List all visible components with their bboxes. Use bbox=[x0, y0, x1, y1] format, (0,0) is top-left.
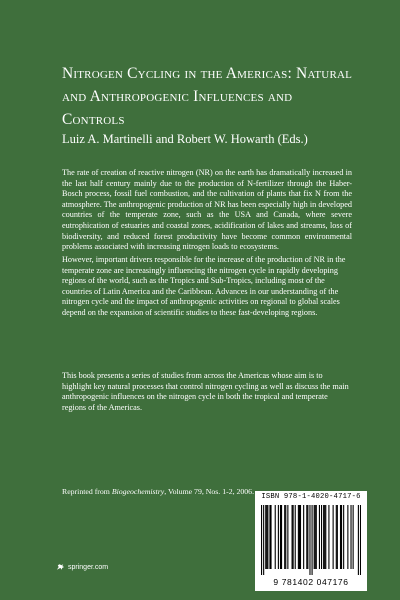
barcode-bar bbox=[316, 505, 317, 569]
barcode-bar bbox=[315, 505, 316, 569]
barcode-bar bbox=[295, 505, 296, 569]
barcode-bar bbox=[328, 505, 329, 569]
barcode-bar bbox=[324, 505, 325, 569]
barcode-bar bbox=[343, 505, 344, 569]
barcode-bar bbox=[293, 505, 294, 569]
barcode-bar bbox=[269, 505, 270, 569]
barcode-bar bbox=[319, 505, 320, 569]
barcode-bar bbox=[307, 505, 308, 569]
barcode-bar bbox=[280, 505, 281, 569]
isbn-barcode-box bbox=[255, 491, 367, 591]
barcode-bar bbox=[314, 505, 315, 569]
barcode-bar bbox=[303, 505, 304, 569]
barcode-bar bbox=[360, 505, 361, 575]
publisher-mark bbox=[56, 563, 108, 571]
barcode-bar bbox=[300, 505, 301, 569]
barcode-bar bbox=[267, 505, 268, 569]
barcode-bar bbox=[292, 505, 293, 569]
barcode-bar bbox=[298, 505, 299, 569]
barcode-bar bbox=[325, 505, 326, 569]
description-paragraph-1: The rate of creation of reactive nitrogen (NR) on the earth has dramatically increased in the last half century mainly due to the production of N-fertilizer through the Haber-Bosch process, fossil fuel combustion, and the cultivation of plants that fix N from the atmosphere. The anthropogenic production of NR has been especially high in developed countries of the temperate zone, such as the USA and Canada, where severe eutrophication of estuaries and coastal zones, acidification of lakes and streams, loss of biodiversity, and reduced forest productivity have become common environmental problems associated with increasing nitrogen loads to ecosystems. bbox=[62, 168, 352, 252]
title-line: Controls bbox=[62, 111, 125, 128]
barcode-bar bbox=[340, 505, 341, 569]
barcode-bar bbox=[312, 505, 313, 575]
barcode-bar bbox=[306, 505, 307, 569]
barcode-bar bbox=[309, 505, 310, 575]
barcode-bar bbox=[278, 505, 279, 569]
barcode-bar bbox=[321, 505, 322, 569]
isbn-number: ISBN 978-1-4020-4717-6 bbox=[261, 493, 361, 501]
barcode-bar bbox=[284, 505, 285, 569]
barcode-bar bbox=[353, 505, 354, 569]
description-paragraph-3: This book presents a series of studies from across the Americas whose aim is to highlight key natural processes that control nitrogen cycling as well as discuss the main anthropogenic influences on the nitrogen cycle in both the tropical and temperate regions of the Americas. bbox=[62, 371, 349, 412]
journal-name: Biogeochemistry bbox=[111, 487, 165, 496]
barcode-bar bbox=[341, 505, 342, 569]
barcode-bar bbox=[270, 505, 271, 569]
editors: Luiz A. Martinelli and Robert W. Howarth (Eds.) bbox=[62, 132, 308, 146]
barcode-bar bbox=[299, 505, 300, 569]
publisher-url: springer.com bbox=[68, 563, 109, 571]
springer-horse-icon bbox=[56, 563, 65, 571]
title-line: Nitrogen Cycling in the Americas: Natural bbox=[62, 65, 353, 82]
barcode-bar bbox=[285, 505, 286, 569]
reprint-suffix: , Volume 79, Nos. 1-2, 2006. bbox=[164, 487, 255, 496]
barcode-bar bbox=[266, 505, 267, 569]
barcode-bar bbox=[336, 505, 337, 569]
barcode-bar bbox=[347, 505, 348, 569]
reprint-prefix: Reprinted from bbox=[62, 487, 112, 496]
barcode-bar bbox=[265, 505, 266, 569]
reprint-note bbox=[62, 487, 262, 497]
barcode-bar bbox=[333, 505, 334, 569]
barcode-bar bbox=[261, 505, 262, 575]
barcode-bar bbox=[287, 505, 288, 569]
barcode-bar bbox=[323, 505, 324, 569]
barcode bbox=[261, 505, 361, 575]
barcode-bar bbox=[281, 505, 282, 569]
barcode-bar bbox=[263, 505, 264, 575]
barcode-bar bbox=[350, 505, 351, 569]
ean-digits: 9 781402 047176 bbox=[273, 577, 349, 587]
description-paragraph-2: However, important drivers responsible for the increase of the production of NR in the temperate zone are increasingly influencing the nitrogen cycle in rapidly developing regions of the world, such as the Tropics and Sub-Tropics, including most of the countries of Latin America and the Caribbean. Advances in our understanding of the nitrogen cycle and the impact of anthropogenic activities on regional to global scales depend on the expansion of scientific studies to these fast-developing regions. bbox=[62, 255, 346, 317]
barcode-bar bbox=[358, 505, 359, 575]
barcode-bar bbox=[337, 505, 338, 569]
title-line: and Anthropogenic Influences and bbox=[62, 88, 293, 105]
barcode-bar bbox=[275, 505, 276, 569]
book-title bbox=[62, 62, 362, 131]
